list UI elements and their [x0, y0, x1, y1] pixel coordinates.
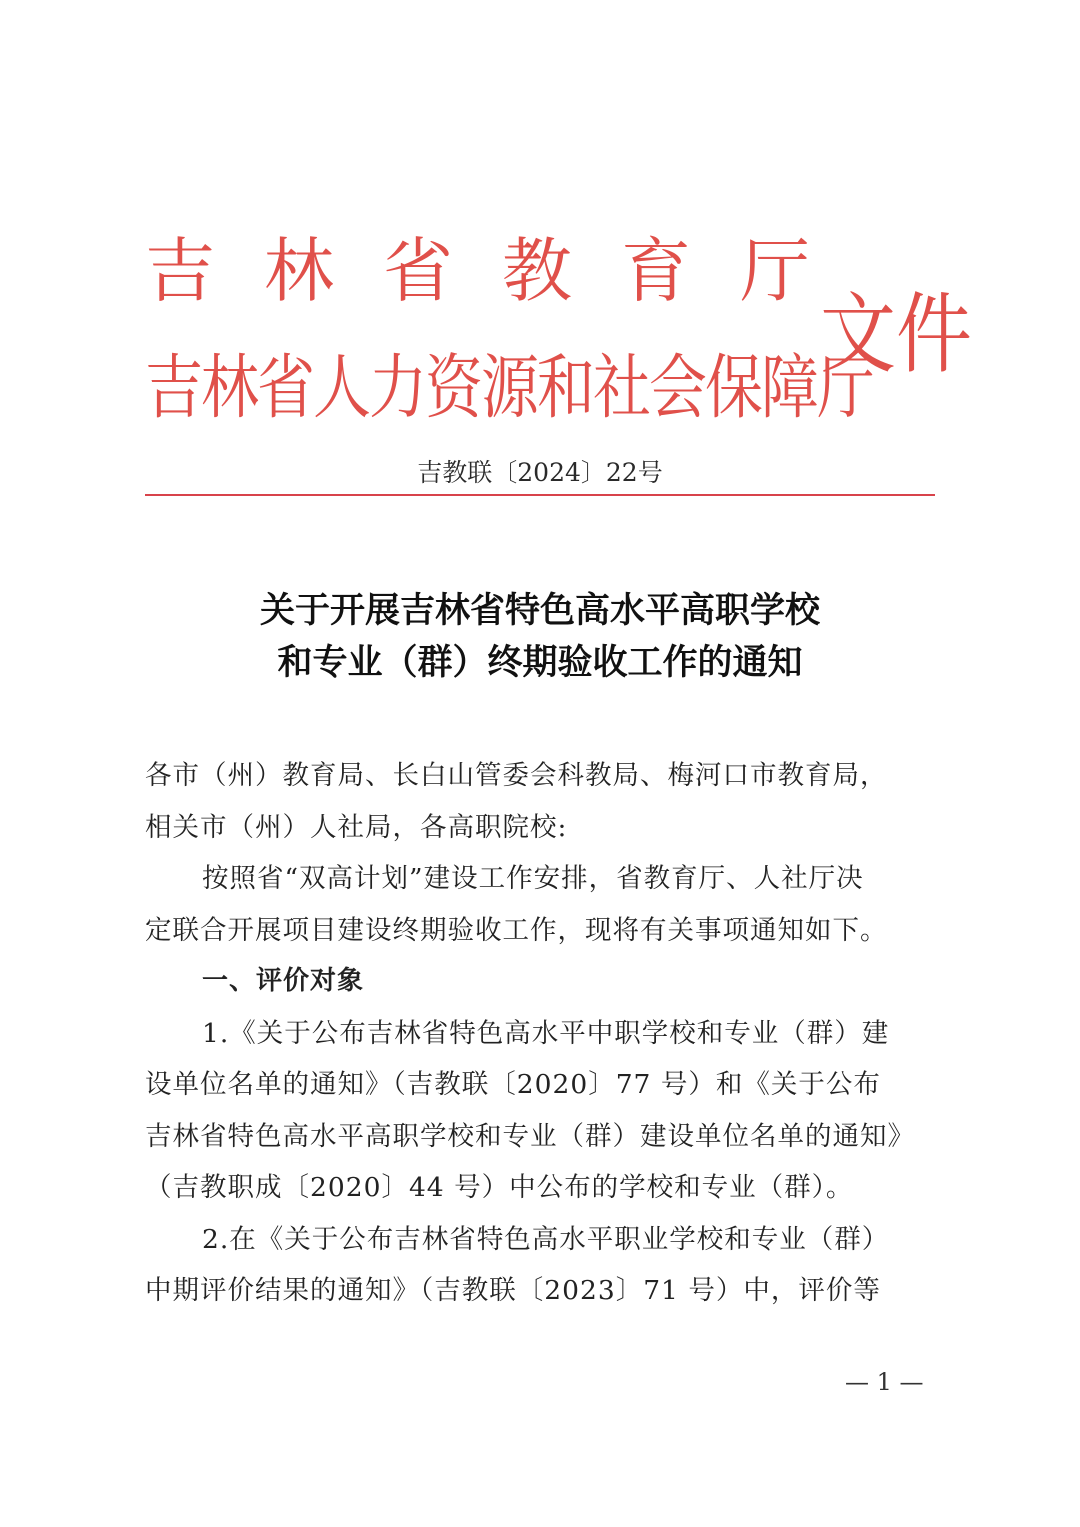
- addressee-line: 相关市（州）人社局，各高职院校:: [145, 811, 568, 843]
- masthead-char: 厅: [740, 230, 810, 312]
- masthead-char: 育: [621, 230, 691, 312]
- addressee-line: 各市（州）教育局、长白山管委会科教局、梅河口市教育局，: [145, 760, 888, 791]
- masthead-char: 省: [383, 230, 453, 312]
- masthead-line-hr-department: 吉林省人力资源和社会保障厅: [145, 346, 874, 429]
- title-line-1: 关于开展吉林省特色高水平高职学校: [259, 590, 820, 631]
- page-number: — 1 —: [845, 1368, 924, 1396]
- section-heading: 一、评价对象: [202, 966, 365, 996]
- paragraph-line: 设单位名单的通知》（吉教联〔2020〕77 号）和《关于公布: [145, 1069, 881, 1100]
- document-body: [145, 750, 945, 1317]
- paragraph-line: 中期评价结果的通知》（吉教联〔2023〕71 号）中，评价等: [145, 1275, 881, 1306]
- paragraph-line: （吉教职成〔2020〕44 号）中公布的学校和专业（群）。: [145, 1172, 854, 1203]
- masthead-char: 教: [502, 230, 572, 312]
- paragraph-line: 按照省“双高计划”建设工作安排，省教育厅、人社厅决: [202, 863, 864, 894]
- document-title: [0, 585, 1080, 689]
- masthead-line-education-department: [145, 228, 810, 314]
- masthead-char: 吉: [145, 230, 215, 312]
- red-divider-line: [145, 494, 935, 496]
- masthead-char: 林: [264, 230, 334, 312]
- document-number: 吉教联〔2024〕22号: [417, 458, 663, 487]
- paragraph-line: 2.在《关于公布吉林省特色高水平职业学校和专业（群）: [202, 1223, 890, 1255]
- masthead-document-suffix: 文件: [820, 283, 972, 386]
- paragraph-line: 1.《关于公布吉林省特色高水平中职学校和专业（群）建: [202, 1017, 890, 1049]
- red-masthead: [145, 228, 972, 429]
- paragraph-line: 吉林省特色高水平高职学校和专业（群）建设单位名单的通知》: [145, 1120, 915, 1152]
- title-line-2: 和专业（群）终期验收工作的通知: [277, 642, 803, 683]
- paragraph-line: 定联合开展项目建设终期验收工作，现将有关事项通知如下。: [145, 914, 888, 946]
